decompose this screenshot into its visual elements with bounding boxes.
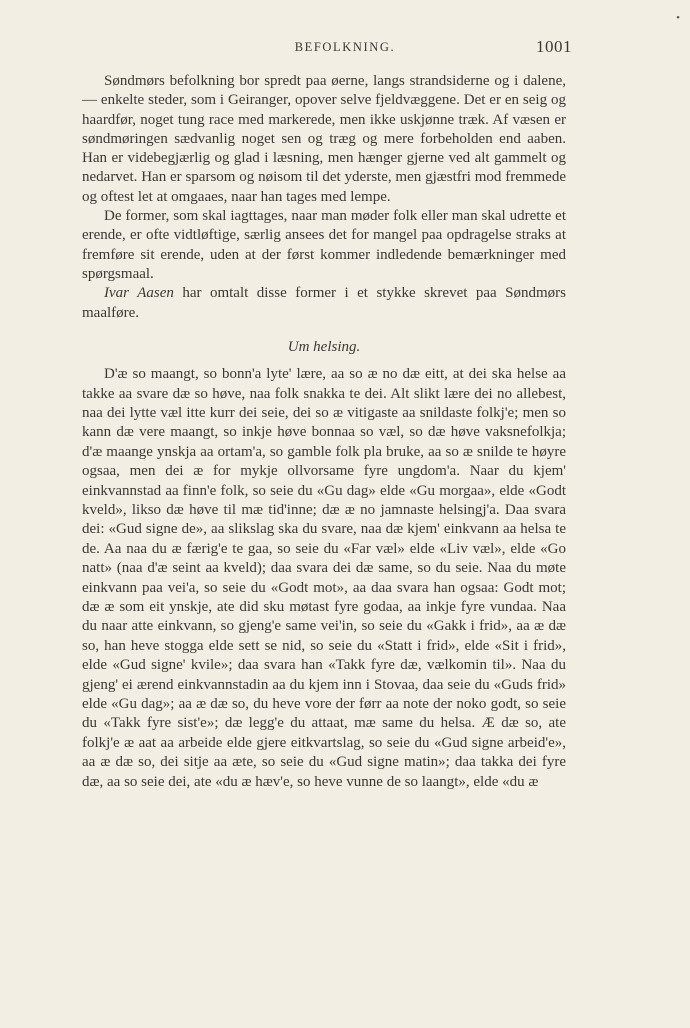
paragraph-dialect-text: D'æ so maangt, so bonn'a lyte' lære, aa so æ no dæ eitt, at dei ska helse aa takke aa svare dæ so høve, naa folk snakka te dei. Alt slikt lære dei no allebest, naa dei lytte væl itte kurr dei seie, dei so æ vitigaste aa snildaste folkj'e; men so kann dæ vere maangt, so inkje høve bonnaa so væl, so dæ høve vaksnefolkja; d'æ maange ynskja aa ortam'a, so gamble folk pla bruke, aa so æ snilde te høyre ogsaa, men dei æ for mykje ollvorsame fyre ungdom'a. Naar du kjem' einkvannstad aa finn'e folk, so seie du «Gu dag» elde «Gu morgaa», elde «Godt kveld», likso dæ høve til mæ tid'inne; dæ æ no jamnaste helsingj'a. Daa svara dei: «Gud signe de», aa slikslag ska du svare, naa dæ kjem' einkvann aa helsa te de. Aa naa du æ færig'e te gaa, so seie du «Far væl» elde «Liv væl», elde «Go natt» (naa d'æ seint aa kveld); daa svara dei dæ same, so du seie. Naa du møte einkvann paa vei'a, so seie du «Godt mot», aa daa svara han ogsaa: Godt mot; dæ æ som eit ynskje, ate did sku møtast fyre godaa, aa inkje fyre vundaa. Naa du naar atte einkvann, so gjeng'e same vei'in, so seie du «Gakk i frid», aa æ dæ so, han heve stogga elde sett se nid, so seie du «Statt i frid», elde «Sit i frid», elde «Gud signe' kvile»; daa svara han «Takk fyre dæ, vælkomin til». Naa du gjeng' ei ærend einkvannstadin aa du kjem inn i Stovaa, daa seie du «Guds frid» elde «Gu dag»; aa æ dæ so, du heve vore der førr aa note der noko godt, so seie du «Takk fyre sist'e»; dæ legg'e du attaat, mæ same du helsa. Æ dæ so, ate folkj'e æ aat aa arbeide elde gjere eitkvartslag, so seie du «Gud signe arbeid'e», aa æ dæ so, dei sitje aa æte, so seie du «Gud signe matin»; daa takka dei fyre dæ, aa so seie dei, ate «du æ hæv'e, so heve vunne de so laangt», elde «du æ — [82, 366, 566, 790]
paragraph-customs: De former, som skal iagttages, naar man møder folk eller man skal udrette et erende, er ofte vidtløftige, særlig ansees det for mangel paa opdragelse straks at fremføre sit erende, uden at der først kommer indledende bemærkninger med spørgsmaal. — [82, 208, 566, 282]
section-heading: Um helsing. — [287, 338, 361, 355]
author-name: Ivar Aasen — [104, 285, 174, 302]
body-text — [82, 72, 566, 792]
paragraph-aasen-reference — [82, 284, 566, 323]
page-number: 1001 — [536, 37, 572, 56]
paragraph-population: Søndmørs befolkning bor spredt paa øerne, langs strandsiderne og i dalene, — enkelte steder, som i Geiranger, opover selve fjeldvæggene. Det er en seig og haardfør, noget tung race med markerede, men ikke uskjønne træk. Af væsen er søndmøringen sædvanlig noget sen og træg og mere forbeholden end aaben. Han er videbegjærlig og glad i læsning, men hænger gjerne ved alt gammelt og nedarvet. Han er sparsom og nøisom til det yderste, men gjæstfri mod fremmede og oftest let at omgaaes, naar han tages med lempe. — [82, 73, 566, 205]
corner-mark: • — [676, 12, 680, 24]
reference-text: har omtalt disse former i et stykke skrevet paa Søndmørs maalføre. — [82, 285, 566, 321]
running-title: BEFOLKNING. — [294, 40, 396, 54]
